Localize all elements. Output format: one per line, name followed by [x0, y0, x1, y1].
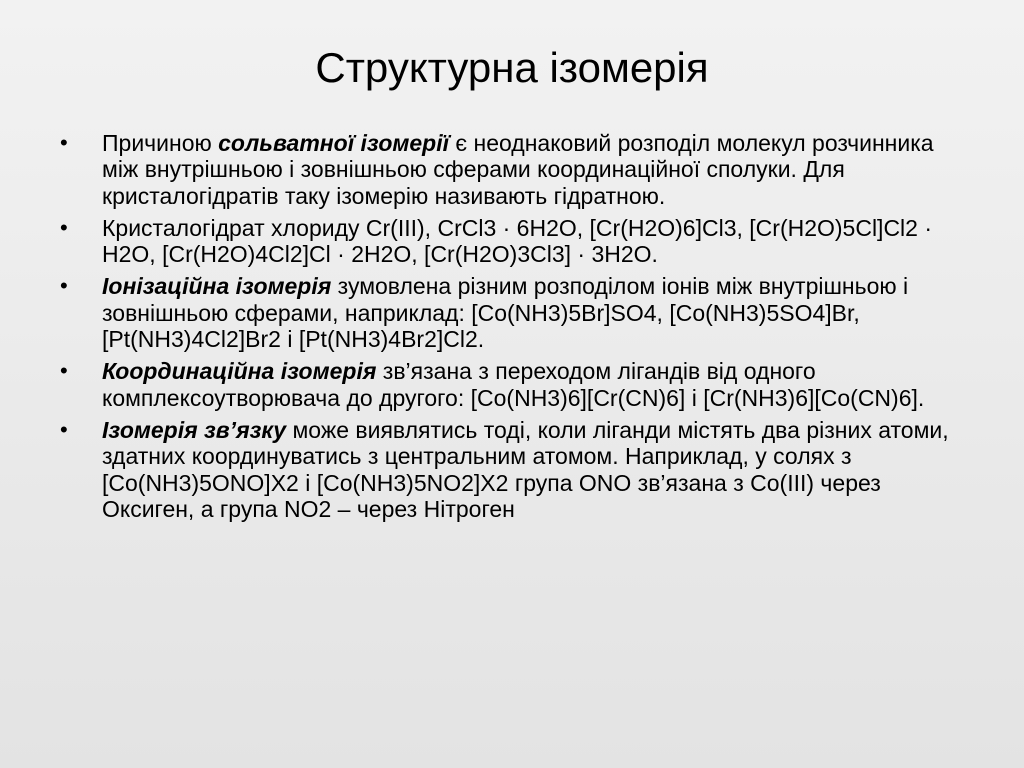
bullet-term: Ізомерія зв’язку [102, 416, 287, 443]
bullet-text-after: зумовлена різним розподілом іонів між внутрішньою і зовнішньою сферами, наприклад: [Co(NH3)5Br]SO4, [Co(NH3)5SO4]Br, [Pt(NH3)4Cl2]Br2 і [Pt(NH3)4Br2]Cl2. [102, 273, 909, 353]
slide-title: Структурна ізомерія [315, 44, 709, 91]
bullet-icon: • [60, 214, 68, 240]
bullet-text-after: є неоднаковий розподіл молекул розчинника між внутрішньою і зовнішньою сферами координаційної сполуки. Для кристалогідратів таку ізомерію називають гідратною. [102, 130, 934, 209]
bullet-item-linkage [56, 417, 976, 522]
bullet-icon: • [60, 358, 68, 384]
bullet-item-coordination [56, 358, 976, 411]
bullet-icon: • [60, 130, 68, 155]
bullet-text-after: зв’язана з переходом лігандів від одного комплексоутворювача до другого: [Co(NH3)6][Cr(CN)6] і [Cr(NH3)6][Co(CN)6]. [102, 358, 925, 411]
bullet-icon: • [60, 273, 68, 299]
bullet-term: сольватної ізомерії [218, 130, 450, 156]
bullet-text-after: Кристалогідрат хлориду Cr(III), CrCl3 · 6H2O, [Cr(H2O)6]Cl3, [Cr(H2O)5Cl]Cl2 · H2O, [Cr(H2O)4Cl2]Cl · 2H2O, [Cr(H2O)3Cl3] · 3H2O. [102, 214, 933, 268]
bullet-item-solvate [56, 130, 976, 209]
bullet-list [56, 130, 976, 528]
bullet-item-ionization [56, 273, 976, 352]
bullet-item-crystal-hydrate [56, 215, 976, 268]
bullet-text-before: Причиною [102, 130, 219, 156]
bullet-text-after: може виявлятись тоді, коли ліганди містять два різних атоми, здатних координуватись з центральним атомом. Наприклад, у солях з [Co(NH3)5ONO]X2 і [Co(NH3)5NO2]X2 група ONO зв’язана з Co(III) через Оксиген, а група NO2 – через Нітроген [102, 416, 949, 522]
bullet-icon: • [60, 416, 68, 442]
bullet-term: Координаційна ізомерія [102, 358, 377, 385]
bullet-term: Іонізаційна ізомерія [102, 273, 332, 300]
